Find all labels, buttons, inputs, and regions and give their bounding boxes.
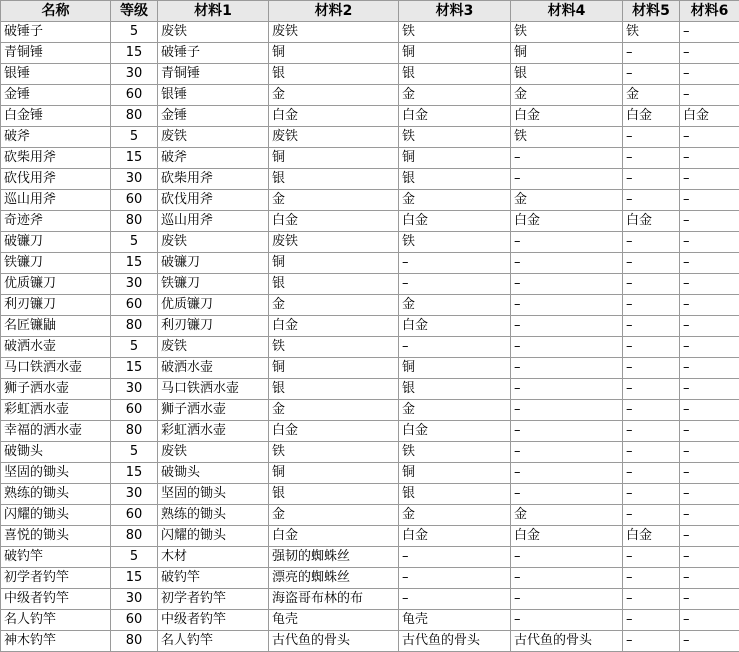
table-row: [1, 421, 739, 442]
cell-material-1: 坚固的锄头: [158, 484, 269, 505]
cell-material-4: –: [511, 610, 623, 631]
cell-level: 60: [111, 190, 158, 211]
cell-material-1: 初学者钓竿: [158, 589, 269, 610]
cell-material-1: 青铜锤: [158, 64, 269, 85]
cell-level: 80: [111, 631, 158, 652]
cell-material-3: 金: [399, 295, 511, 316]
cell-material-4: 白金: [511, 526, 623, 547]
cell-name: 优质镰刀: [1, 274, 111, 295]
cell-material-3: 金: [399, 400, 511, 421]
cell-level: 30: [111, 274, 158, 295]
cell-material-2: 铜: [269, 43, 399, 64]
table-row: [1, 148, 739, 169]
cell-material-2: 铜: [269, 148, 399, 169]
table-row: [1, 43, 739, 64]
table-row: [1, 379, 739, 400]
cell-material-5: –: [623, 295, 680, 316]
cell-name: 彩虹洒水壶: [1, 400, 111, 421]
cell-material-3: 白金: [399, 211, 511, 232]
table-row: [1, 85, 739, 106]
cell-name: 奇迹斧: [1, 211, 111, 232]
table-row: [1, 442, 739, 463]
cell-material-3: –: [399, 253, 511, 274]
cell-material-1: 破锄头: [158, 463, 269, 484]
cell-name: 青铜锤: [1, 43, 111, 64]
cell-material-2: 白金: [269, 316, 399, 337]
cell-material-6: –: [680, 610, 739, 631]
cell-material-4: 白金: [511, 211, 623, 232]
cell-material-3: –: [399, 337, 511, 358]
cell-level: 5: [111, 127, 158, 148]
cell-name: 砍伐用斧: [1, 169, 111, 190]
cell-material-2: 白金: [269, 211, 399, 232]
table-row: [1, 547, 739, 568]
table-row: [1, 232, 739, 253]
cell-material-5: –: [623, 505, 680, 526]
cell-material-4: –: [511, 547, 623, 568]
cell-material-4: –: [511, 421, 623, 442]
cell-material-3: 铜: [399, 148, 511, 169]
cell-level: 30: [111, 169, 158, 190]
cell-name: 中级者钓竿: [1, 589, 111, 610]
cell-level: 60: [111, 610, 158, 631]
cell-material-3: 金: [399, 190, 511, 211]
cell-level: 60: [111, 400, 158, 421]
cell-material-5: –: [623, 190, 680, 211]
cell-name: 银锤: [1, 64, 111, 85]
table-row: [1, 169, 739, 190]
cell-material-6: –: [680, 295, 739, 316]
cell-material-3: 龟壳: [399, 610, 511, 631]
cell-material-2: 银: [269, 169, 399, 190]
column-header-level: 等级: [111, 1, 158, 22]
cell-material-1: 银锤: [158, 85, 269, 106]
table-row: [1, 505, 739, 526]
cell-material-2: 银: [269, 379, 399, 400]
cell-name: 熟练的锄头: [1, 484, 111, 505]
cell-material-6: 白金: [680, 106, 739, 127]
cell-material-4: 金: [511, 505, 623, 526]
cell-material-2: 废铁: [269, 232, 399, 253]
table-row: [1, 589, 739, 610]
cell-material-6: –: [680, 337, 739, 358]
cell-material-5: –: [623, 253, 680, 274]
cell-material-2: 白金: [269, 106, 399, 127]
cell-material-1: 狮子洒水壶: [158, 400, 269, 421]
cell-material-5: 白金: [623, 106, 680, 127]
table-row: [1, 463, 739, 484]
cell-material-6: –: [680, 505, 739, 526]
cell-material-6: –: [680, 148, 739, 169]
table-row: [1, 400, 739, 421]
cell-material-3: 铜: [399, 358, 511, 379]
cell-material-5: –: [623, 148, 680, 169]
column-header-material-2: 材料2: [269, 1, 399, 22]
cell-material-3: 银: [399, 379, 511, 400]
cell-material-6: –: [680, 547, 739, 568]
cell-material-6: –: [680, 190, 739, 211]
cell-material-2: 金: [269, 85, 399, 106]
cell-material-5: –: [623, 358, 680, 379]
cell-material-5: –: [623, 463, 680, 484]
cell-material-5: 白金: [623, 526, 680, 547]
table-row: [1, 631, 739, 652]
cell-level: 80: [111, 526, 158, 547]
cell-material-3: –: [399, 589, 511, 610]
table-row: [1, 610, 739, 631]
table-row: [1, 526, 739, 547]
cell-material-6: –: [680, 400, 739, 421]
cell-material-3: 铁: [399, 232, 511, 253]
cell-level: 60: [111, 85, 158, 106]
cell-material-5: –: [623, 337, 680, 358]
cell-material-1: 破斧: [158, 148, 269, 169]
cell-material-3: –: [399, 568, 511, 589]
cell-material-4: 白金: [511, 106, 623, 127]
cell-material-1: 破钓竿: [158, 568, 269, 589]
cell-level: 15: [111, 253, 158, 274]
cell-material-2: 白金: [269, 526, 399, 547]
cell-material-6: –: [680, 253, 739, 274]
cell-material-4: 古代鱼的骨头: [511, 631, 623, 652]
cell-material-6: –: [680, 631, 739, 652]
cell-material-6: –: [680, 526, 739, 547]
cell-material-1: 废铁: [158, 127, 269, 148]
cell-material-6: –: [680, 589, 739, 610]
cell-level: 5: [111, 547, 158, 568]
cell-name: 狮子洒水壶: [1, 379, 111, 400]
cell-material-1: 废铁: [158, 22, 269, 43]
cell-material-1: 破镰刀: [158, 253, 269, 274]
table-row: [1, 358, 739, 379]
cell-level: 80: [111, 316, 158, 337]
cell-level: 5: [111, 22, 158, 43]
cell-material-3: 古代鱼的骨头: [399, 631, 511, 652]
cell-material-6: –: [680, 64, 739, 85]
cell-material-4: –: [511, 463, 623, 484]
cell-name: 砍柴用斧: [1, 148, 111, 169]
cell-material-4: –: [511, 442, 623, 463]
cell-material-4: –: [511, 169, 623, 190]
cell-material-2: 漂亮的蜘蛛丝: [269, 568, 399, 589]
cell-level: 15: [111, 358, 158, 379]
cell-name: 破镰刀: [1, 232, 111, 253]
cell-material-1: 名人钓竿: [158, 631, 269, 652]
cell-material-3: 铁: [399, 442, 511, 463]
cell-level: 80: [111, 211, 158, 232]
cell-material-4: 金: [511, 190, 623, 211]
cell-material-2: 铁: [269, 337, 399, 358]
cell-material-1: 破锤子: [158, 43, 269, 64]
cell-material-1: 巡山用斧: [158, 211, 269, 232]
cell-material-6: –: [680, 232, 739, 253]
cell-name: 铁镰刀: [1, 253, 111, 274]
cell-material-3: 金: [399, 85, 511, 106]
cell-material-5: –: [623, 379, 680, 400]
cell-name: 喜悦的锄头: [1, 526, 111, 547]
cell-material-5: –: [623, 547, 680, 568]
cell-material-2: 古代鱼的骨头: [269, 631, 399, 652]
cell-level: 5: [111, 232, 158, 253]
cell-material-1: 彩虹洒水壶: [158, 421, 269, 442]
cell-name: 白金锤: [1, 106, 111, 127]
cell-level: 60: [111, 295, 158, 316]
cell-material-6: –: [680, 274, 739, 295]
cell-material-2: 废铁: [269, 22, 399, 43]
cell-material-4: –: [511, 295, 623, 316]
cell-material-4: –: [511, 337, 623, 358]
cell-material-3: 铁: [399, 22, 511, 43]
table-row: [1, 274, 739, 295]
cell-material-6: –: [680, 211, 739, 232]
cell-material-6: –: [680, 358, 739, 379]
cell-material-4: –: [511, 484, 623, 505]
cell-material-1: 闪耀的锄头: [158, 526, 269, 547]
cell-material-1: 破洒水壶: [158, 358, 269, 379]
cell-material-4: 铁: [511, 127, 623, 148]
column-header-name: 名称: [1, 1, 111, 22]
cell-name: 神木钓竿: [1, 631, 111, 652]
cell-material-5: –: [623, 64, 680, 85]
cell-material-3: 银: [399, 169, 511, 190]
table-row: [1, 484, 739, 505]
cell-material-3: –: [399, 274, 511, 295]
cell-material-2: 金: [269, 400, 399, 421]
cell-name: 巡山用斧: [1, 190, 111, 211]
cell-material-3: 白金: [399, 106, 511, 127]
cell-level: 60: [111, 505, 158, 526]
cell-material-3: 金: [399, 505, 511, 526]
cell-material-4: –: [511, 148, 623, 169]
cell-material-1: 废铁: [158, 232, 269, 253]
column-header-material-3: 材料3: [399, 1, 511, 22]
cell-material-6: –: [680, 379, 739, 400]
cell-material-5: –: [623, 568, 680, 589]
column-header-material-6: 材料6: [680, 1, 739, 22]
table-row: [1, 295, 739, 316]
cell-material-1: 铁镰刀: [158, 274, 269, 295]
cell-material-2: 金: [269, 295, 399, 316]
cell-material-3: 银: [399, 484, 511, 505]
cell-name: 坚固的锄头: [1, 463, 111, 484]
cell-name: 名匠镰鼬: [1, 316, 111, 337]
header-row: [1, 1, 739, 22]
cell-level: 15: [111, 568, 158, 589]
cell-material-4: –: [511, 316, 623, 337]
cell-material-5: –: [623, 421, 680, 442]
cell-material-6: –: [680, 463, 739, 484]
cell-material-1: 金锤: [158, 106, 269, 127]
cell-name: 破斧: [1, 127, 111, 148]
cell-material-5: –: [623, 610, 680, 631]
cell-name: 破洒水壶: [1, 337, 111, 358]
cell-name: 闪耀的锄头: [1, 505, 111, 526]
column-header-material-4: 材料4: [511, 1, 623, 22]
cell-name: 幸福的洒水壶: [1, 421, 111, 442]
table-row: [1, 64, 739, 85]
cell-name: 破锄头: [1, 442, 111, 463]
cell-material-1: 废铁: [158, 442, 269, 463]
cell-material-5: 金: [623, 85, 680, 106]
table-row: [1, 22, 739, 43]
cell-material-2: 强韧的蜘蛛丝: [269, 547, 399, 568]
cell-level: 30: [111, 589, 158, 610]
table-row: [1, 190, 739, 211]
cell-level: 30: [111, 64, 158, 85]
cell-material-6: –: [680, 169, 739, 190]
cell-material-6: –: [680, 568, 739, 589]
cell-material-2: 龟壳: [269, 610, 399, 631]
cell-material-6: –: [680, 316, 739, 337]
cell-material-2: 金: [269, 190, 399, 211]
table-row: [1, 337, 739, 358]
cell-material-4: 金: [511, 85, 623, 106]
cell-material-2: 铜: [269, 253, 399, 274]
cell-material-3: 白金: [399, 421, 511, 442]
table-row: [1, 127, 739, 148]
cell-material-5: –: [623, 169, 680, 190]
cell-material-4: –: [511, 589, 623, 610]
cell-material-5: 铁: [623, 22, 680, 43]
cell-material-5: –: [623, 274, 680, 295]
cell-material-4: –: [511, 274, 623, 295]
cell-material-2: 银: [269, 484, 399, 505]
table-row: [1, 568, 739, 589]
cell-material-6: –: [680, 43, 739, 64]
cell-material-5: –: [623, 127, 680, 148]
cell-material-2: 废铁: [269, 127, 399, 148]
cell-material-1: 废铁: [158, 337, 269, 358]
cell-material-1: 马口铁洒水壶: [158, 379, 269, 400]
table-row: [1, 253, 739, 274]
table-row: [1, 211, 739, 232]
cell-material-4: –: [511, 568, 623, 589]
cell-material-6: –: [680, 22, 739, 43]
cell-material-3: 铜: [399, 463, 511, 484]
cell-material-5: –: [623, 232, 680, 253]
cell-material-6: –: [680, 421, 739, 442]
cell-material-1: 利刃镰刀: [158, 316, 269, 337]
cell-material-4: 铜: [511, 43, 623, 64]
cell-material-4: –: [511, 232, 623, 253]
cell-material-2: 白金: [269, 421, 399, 442]
column-header-material-5: 材料5: [623, 1, 680, 22]
cell-material-3: 银: [399, 64, 511, 85]
cell-material-4: –: [511, 400, 623, 421]
cell-material-5: –: [623, 484, 680, 505]
cell-material-4: –: [511, 358, 623, 379]
cell-material-1: 熟练的锄头: [158, 505, 269, 526]
cell-material-4: 铁: [511, 22, 623, 43]
cell-material-4: 银: [511, 64, 623, 85]
table-row: [1, 106, 739, 127]
cell-material-2: 铜: [269, 358, 399, 379]
cell-material-2: 银: [269, 64, 399, 85]
cell-name: 金锤: [1, 85, 111, 106]
cell-material-3: 白金: [399, 316, 511, 337]
table-row: [1, 316, 739, 337]
cell-material-4: –: [511, 253, 623, 274]
cell-material-4: –: [511, 379, 623, 400]
cell-level: 5: [111, 337, 158, 358]
cell-level: 80: [111, 421, 158, 442]
cell-name: 破钓竿: [1, 547, 111, 568]
cell-material-1: 中级者钓竿: [158, 610, 269, 631]
cell-material-3: 铜: [399, 43, 511, 64]
cell-material-5: –: [623, 589, 680, 610]
cell-material-1: 优质镰刀: [158, 295, 269, 316]
cell-material-5: –: [623, 43, 680, 64]
cell-material-1: 砍柴用斧: [158, 169, 269, 190]
table-body: [1, 22, 739, 652]
cell-name: 马口铁洒水壶: [1, 358, 111, 379]
cell-level: 15: [111, 43, 158, 64]
cell-material-1: 木材: [158, 547, 269, 568]
cell-material-6: –: [680, 484, 739, 505]
cell-material-3: –: [399, 547, 511, 568]
cell-material-2: 银: [269, 274, 399, 295]
cell-material-5: –: [623, 631, 680, 652]
cell-level: 30: [111, 379, 158, 400]
cell-level: 80: [111, 106, 158, 127]
cell-name: 名人钓竿: [1, 610, 111, 631]
cell-material-6: –: [680, 442, 739, 463]
cell-material-3: 白金: [399, 526, 511, 547]
cell-level: 15: [111, 463, 158, 484]
cell-material-2: 铁: [269, 442, 399, 463]
cell-material-1: 砍伐用斧: [158, 190, 269, 211]
cell-material-2: 海盗哥布林的布: [269, 589, 399, 610]
cell-material-5: 白金: [623, 211, 680, 232]
cell-material-5: –: [623, 442, 680, 463]
cell-level: 5: [111, 442, 158, 463]
cell-material-5: –: [623, 400, 680, 421]
cell-name: 利刃镰刀: [1, 295, 111, 316]
cell-material-6: –: [680, 127, 739, 148]
cell-material-5: –: [623, 316, 680, 337]
cell-material-2: 铜: [269, 463, 399, 484]
cell-name: 初学者钓竿: [1, 568, 111, 589]
cell-material-3: 铁: [399, 127, 511, 148]
cell-material-6: –: [680, 85, 739, 106]
cell-level: 15: [111, 148, 158, 169]
cell-material-2: 金: [269, 505, 399, 526]
cell-name: 破锤子: [1, 22, 111, 43]
column-header-material-1: 材料1: [158, 1, 269, 22]
cell-level: 30: [111, 484, 158, 505]
